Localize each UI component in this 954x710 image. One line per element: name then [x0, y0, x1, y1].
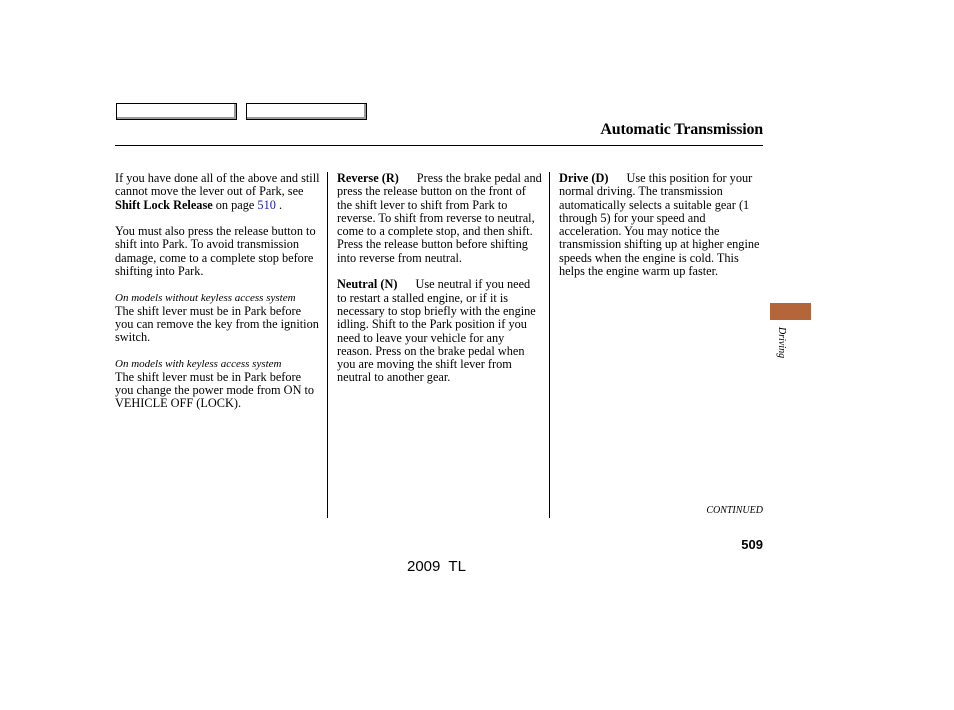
paragraph-drive: Drive (D) Use this position for your normal driving. The transmission automatically selects a suitable gear (1 through 5) for your speed and acceleration. You may notice the transmission shifting up at higher engine speeds when the engine is cold. This helps the engine warm up faster. [559, 171, 760, 279]
page-title: Automatic Transmission [600, 121, 763, 138]
model-label: 2009 TL [407, 558, 466, 575]
paragraph-reverse: Reverse (R) Press the brake pedal and press the release button on the front of the shift lever to shift from Park to reverse. To shift from reverse to neutral, come to a complete stop, and then shift. Press the release button before shifting into reverse from neutral. [337, 171, 542, 265]
paragraph-release-button: You must also press the release button to shift into Park. To avoid transmission damage, come to a complete stop before shifting into Park. [115, 224, 316, 279]
column-divider-2 [549, 172, 550, 518]
column-divider-1 [327, 172, 328, 518]
column-1 [115, 172, 322, 424]
note-with-keyless: On models with keyless access system [115, 357, 282, 370]
header-rule [115, 145, 763, 146]
section-tab[interactable] [770, 303, 811, 320]
heading-drive: Drive (D) [559, 171, 609, 185]
paragraph-shift-lock: If you have done all of the above and still cannot move the lever out of Park, see Shift Lock Release on page 510 . [115, 171, 320, 212]
paragraph-power-mode: The shift lever must be in Park before you change the power mode from ON to VEHICLE OFF (LOCK). [115, 369, 315, 411]
page-number: 509 [741, 537, 763, 552]
note-without-keyless: On models without keyless access system [115, 291, 296, 304]
page-link-510[interactable]: 510 [257, 197, 276, 212]
column-2 [337, 172, 542, 398]
heading-reverse: Reverse (R) [337, 171, 399, 185]
column-3 [559, 172, 763, 292]
paragraph-neutral: Neutral (N) Use neutral if you need to restart a stalled engine, or if it is necessary to stop briefly with the engine idling. Shift to the Park position if you need to leave your vehicle for any reason. Press on the brake pedal when you are moving the shift lever from neutral to another gear. [337, 277, 536, 385]
continued-label: CONTINUED [706, 505, 763, 516]
shift-lock-release-ref: Shift Lock Release [115, 197, 213, 212]
nav-button-main-menu[interactable] [116, 103, 237, 120]
heading-neutral: Neutral (N) [337, 277, 398, 292]
nav-button-table-of-contents[interactable] [246, 103, 367, 120]
paragraph-key-removal: The shift lever must be in Park before you can remove the key from the ignition switch. [115, 303, 319, 345]
section-label-driving: Driving [776, 327, 787, 359]
